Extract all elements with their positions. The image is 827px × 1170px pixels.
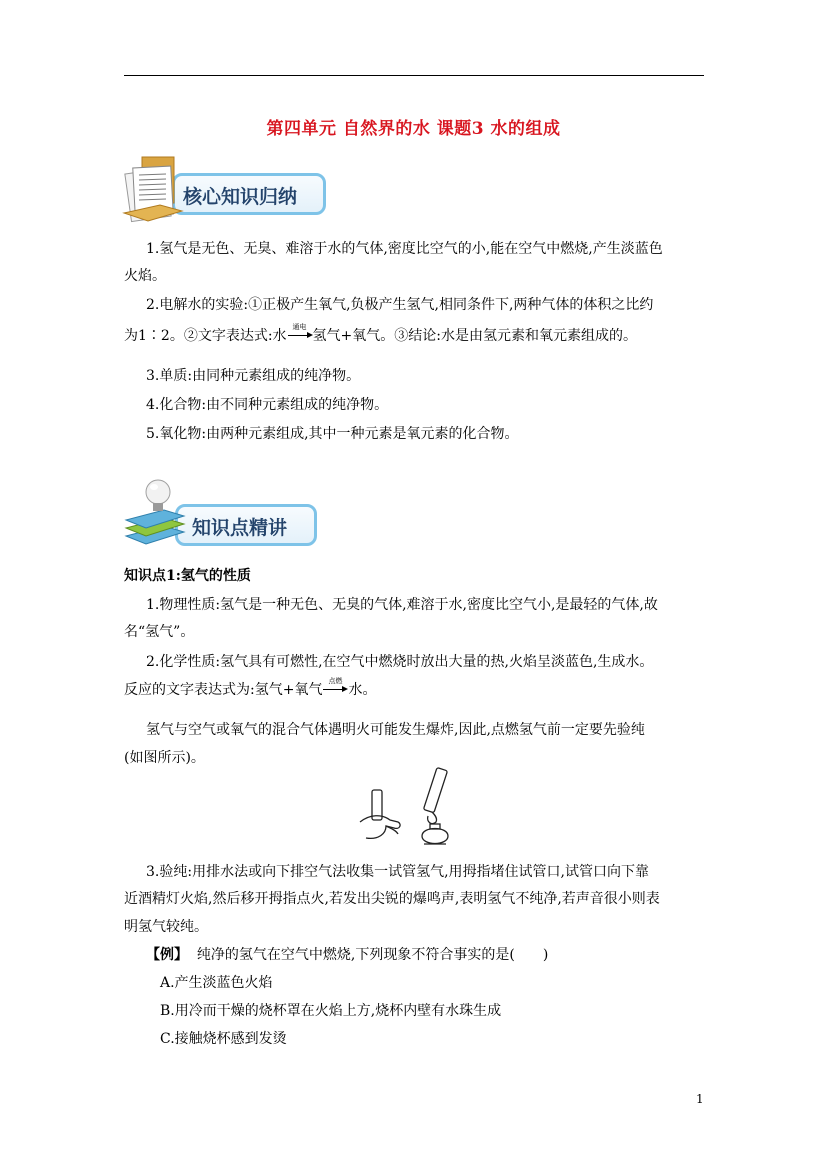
chem-text-a: 反应的文字表达式为:氢气+氧气 — [124, 682, 323, 698]
option-c: C.接触烧杯感到发烫 — [160, 1031, 287, 1047]
arrow-condition: 通电 — [292, 323, 307, 331]
ignition-arrow — [322, 677, 348, 695]
banner-label: 知识点精讲 — [192, 517, 288, 539]
knowledge-point-1-heading: 知识点1:氢气的性质 — [124, 568, 251, 584]
core-item-1-line-1: 1.氢气是无色、无臭、难溶于水的气体,密度比空气的小,能在空气中燃烧,产生淡蓝色 — [146, 241, 663, 257]
banner-pill — [175, 504, 317, 546]
header-rule — [124, 75, 704, 76]
page-number: 1 — [696, 1092, 704, 1106]
arrow-condition: 点燃 — [328, 677, 343, 685]
lightbulb-books-icon — [120, 472, 190, 550]
page-title: 第四单元 自然界的水 课题3 水的组成 — [266, 119, 561, 139]
banner-pill — [172, 173, 326, 215]
core-item-2-line-1: 2.电解水的实验:①正极产生氧气,负极产生氢气,相同条件下,两种气体的体积之比约 — [146, 297, 654, 313]
example-tag: 【例】 — [146, 947, 188, 963]
folder-documents-icon — [120, 153, 190, 225]
verify-line-3: 明氢气较纯。 — [124, 919, 208, 935]
verify-line-2: 近酒精灯火焰,然后移开拇指点火,若发出尖锐的爆鸣声,表明氢气不纯净,若声音很小则表 — [124, 891, 660, 907]
chemical-property-line-1: 2.化学性质:氢气具有可燃性,在空气中燃烧时放出大量的热,火焰呈淡蓝色,生成水。 — [146, 654, 654, 670]
core-item-2-text-a: 为1∶2。②文字表达式:水 — [124, 328, 287, 344]
physical-property-line-1: 1.物理性质:氢气是一种无色、无臭的气体,难溶于水,密度比空气小,是最轻的气体,故 — [146, 597, 658, 613]
core-knowledge-banner — [120, 153, 330, 225]
warning-line-1: 氢气与空气或氧气的混合气体遇明火可能发生爆炸,因此,点燃氢气前一定要先验纯 — [146, 722, 645, 738]
core-item-2-text-b: 氢气+氧气。③结论:水是由氢元素和氧元素组成的。 — [312, 328, 637, 344]
chem-text-b: 水。 — [348, 682, 377, 698]
option-b: B.用冷而干燥的烧杯罩在火焰上方,烧杯内壁有水珠生成 — [160, 1003, 502, 1019]
core-item-4: 4.化合物:由不同种元素组成的纯净物。 — [146, 397, 389, 413]
physical-property-line-2: 名“氢气”。 — [124, 624, 195, 640]
verify-line-1: 3.验纯:用排水法或向下排空气法收集一试管氢气,用拇指堵住试管口,试管口向下靠 — [146, 864, 649, 880]
warning-line-2: (如图所示)。 — [124, 750, 205, 766]
electrolysis-arrow — [287, 323, 313, 341]
core-item-5: 5.氧化物:由两种元素组成,其中一种元素是氧元素的化合物。 — [146, 426, 519, 442]
chemical-property-line-2 — [124, 677, 377, 700]
example-question — [146, 945, 548, 965]
core-item-1-line-2: 火焰。 — [124, 268, 166, 284]
option-a: A.产生淡蓝色火焰 — [160, 975, 273, 991]
example-question-text: 纯净的氢气在空气中燃烧,下列现象不符合事实的是( ) — [196, 947, 549, 963]
knowledge-points-banner — [120, 472, 320, 550]
hydrogen-purity-test-illustration — [356, 764, 466, 854]
banner-label: 核心知识归纳 — [183, 186, 298, 208]
core-item-3: 3.单质:由同种元素组成的纯净物。 — [146, 368, 361, 384]
core-item-2-line-2 — [124, 323, 637, 346]
